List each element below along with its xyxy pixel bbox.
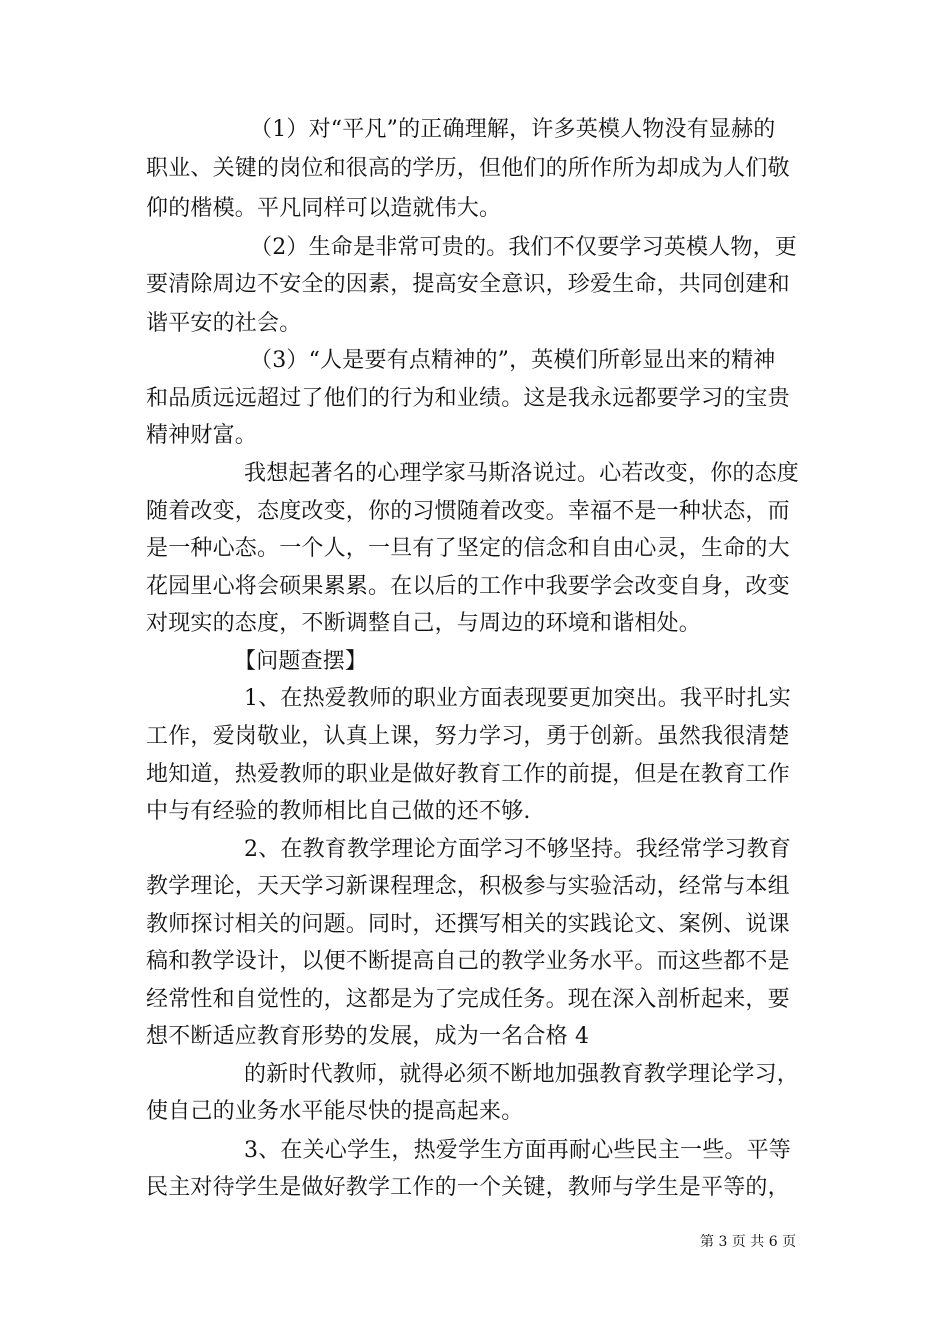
text-line: （1）对“平凡”的正确理解，许多英模人物没有显赫的 xyxy=(250,117,776,142)
text-line: 教学理论，天天学习新课程理念，积极参与实验活动，经常与本组 xyxy=(146,874,790,899)
text-line: 的新时代教师，就得必须不断地加强教育教学理论学习， xyxy=(244,1062,800,1087)
text-line: 和品质远远超过了他们的行为和业绩。这是我永远都要学习的宝贵 xyxy=(146,386,790,411)
text-line: 是一种心态。一个人，一旦有了坚定的信念和自由心灵，生命的大 xyxy=(146,536,790,561)
text-line: 要清除周边不安全的因素，提高安全意识，珍爱生命，共同创建和 xyxy=(146,272,790,297)
text-line: 稿和教学设计，以便不断提高自己的教学业务水平。而这些都不是 xyxy=(146,949,790,974)
text-line: 工作，爱岗敬业，认真上课，努力学习，勇于创新。虽然我很清楚 xyxy=(146,724,790,749)
text-line: 精神财富。 xyxy=(146,423,258,448)
text-line: （2）生命是非常可贵的。我们不仅要学习英模人物，更 xyxy=(250,235,797,260)
text-line: 1、在热爱教师的职业方面表现要更加突出。我平时扎实 xyxy=(244,686,791,711)
text-line: 谐平安的社会。 xyxy=(146,311,302,336)
text-line: 随着改变，态度改变，你的习惯随着改变。幸福不是一种状态，而 xyxy=(146,499,790,524)
text-line: 民主对待学生是做好教学工作的一个关键，教师与学生是平等的， xyxy=(146,1175,790,1200)
text-line: 我想起著名的心理学家马斯洛说过。心若改变，你的态度 xyxy=(244,461,800,486)
text-line: 3、在关心学生，热爱学生方面再耐心些民主一些。平等 xyxy=(244,1138,791,1163)
text-line: 中与有经验的教师相比自己做的还不够. xyxy=(146,799,531,824)
text-line: 对现实的态度，不断调整自己，与周边的环境和谐相处。 xyxy=(146,611,702,636)
text-line: 想不断适应教育形势的发展，成为一名合格 4 xyxy=(146,1024,590,1049)
text-line: 花园里心将会硕果累累。在以后的工作中我要学会改变自身，改变 xyxy=(146,574,790,599)
text-line: 2、在教育教学理论方面学习不够坚持。我经常学习教育 xyxy=(244,837,791,862)
text-line: 地知道，热爱教师的职业是做好教育工作的前提，但是在教育工作 xyxy=(146,762,790,787)
text-line: （3）“人是要有点精神的”，英模们所彰显出来的精神 xyxy=(250,348,776,373)
section-heading: 【问题查摆】 xyxy=(234,649,368,674)
text-line: 使自己的业务水平能尽快的提高起来。 xyxy=(146,1099,524,1124)
text-line: 教师探讨相关的问题。同时，还撰写相关的实践论文、案例、说课 xyxy=(146,912,790,937)
text-line: 仰的楷模。平凡同样可以造就伟大。 xyxy=(146,196,502,221)
text-line: 职业、关键的岗位和很高的学历，但他们的所作所为却成为人们敬 xyxy=(146,156,790,181)
text-line: 经常性和自觉性的，这都是为了完成任务。现在深入剖析起来，要 xyxy=(146,987,790,1012)
page-number-footer: 第 3 页 共 6 页 xyxy=(700,1234,797,1250)
